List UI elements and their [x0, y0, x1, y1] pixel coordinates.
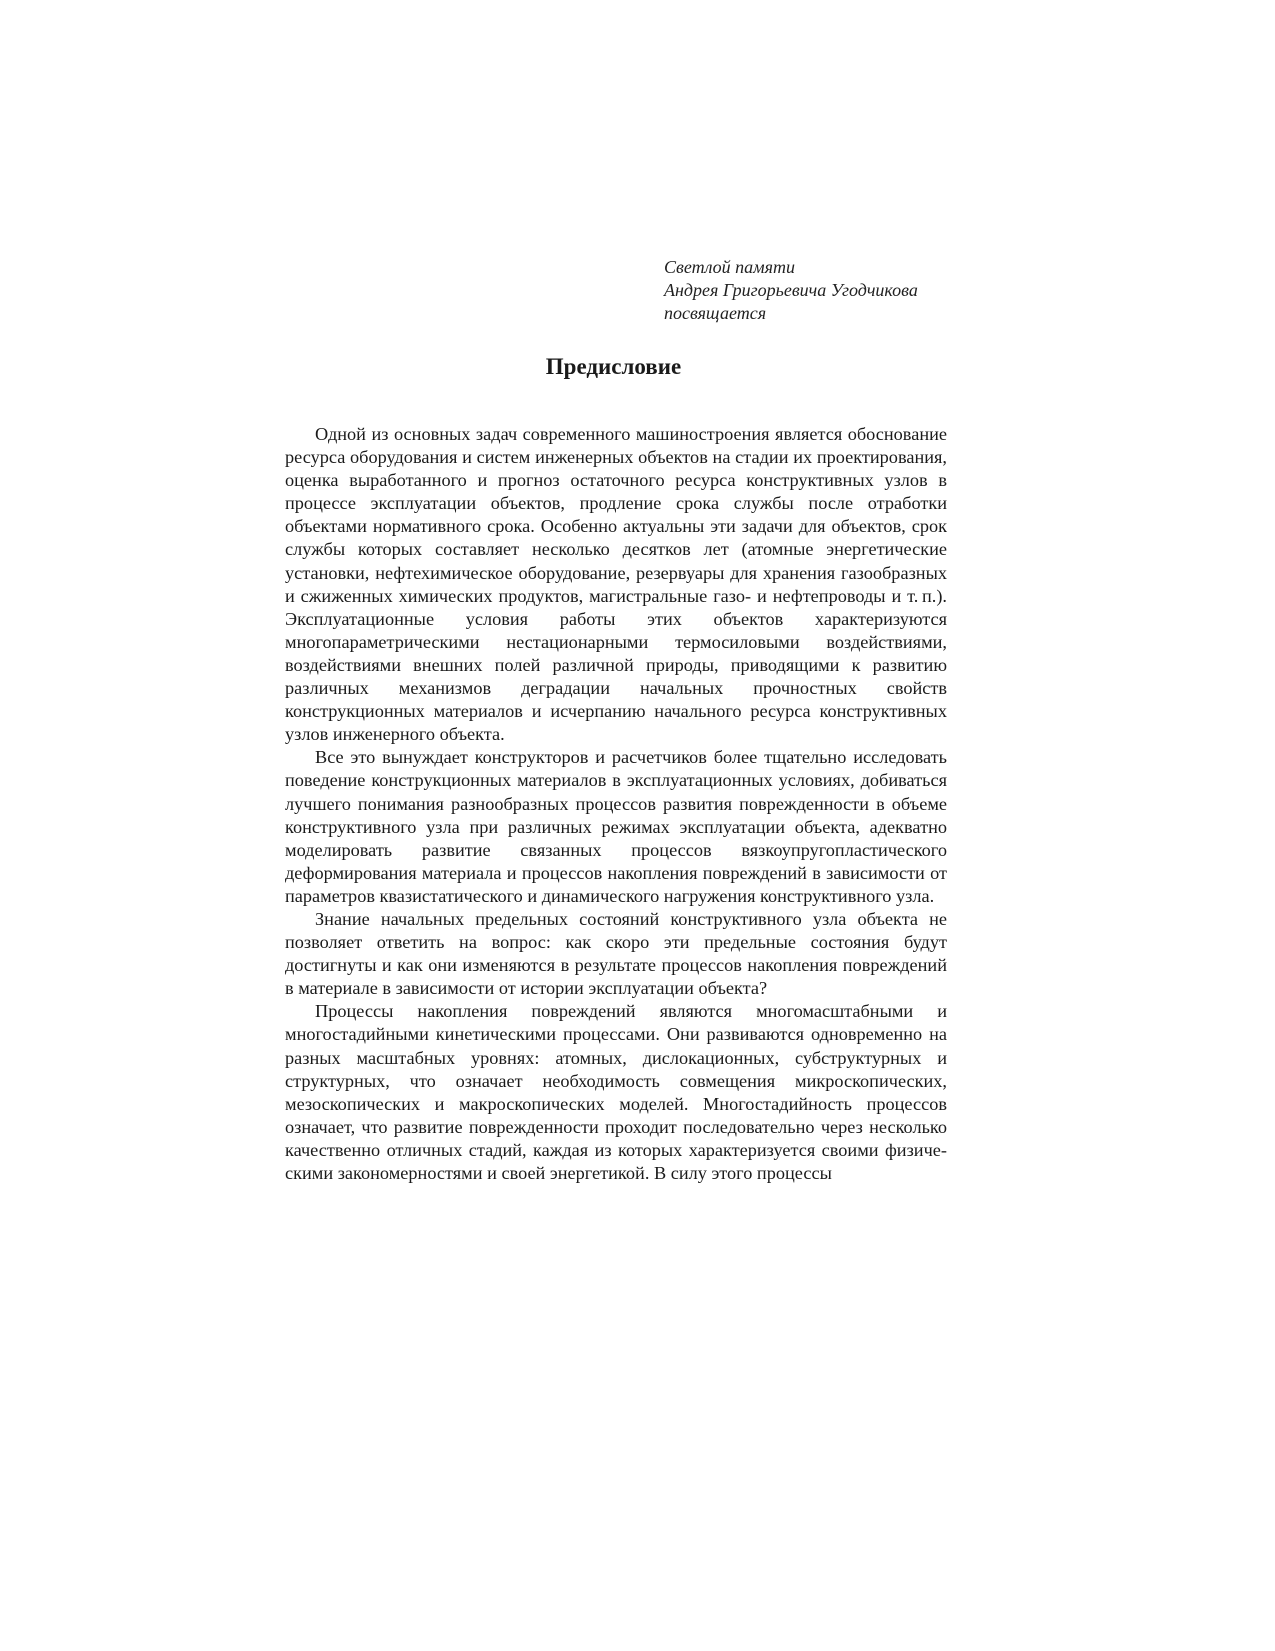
- dedication-line: посвящается: [664, 303, 767, 323]
- page-title-text: Предисловие: [545, 354, 682, 379]
- body-text: [285, 423, 947, 1185]
- paragraph: Процессы накопления повреждений являются многомасштабными и многостадийными кинетическими процессами. Они развиваются одновременно на разных масштабных уровнях: атомных, дислокационных, субструктурных и структурных, что означает необходимость совмещения микроскопических, мезоскопических и макроскопических моделей. Многостадийность процессов означает, что развитие поврежденности проходит последовательно через несколько качественно отличных стадий, каждая из которых характеризуется своими физическими закономерностями и своей энергетикой. В силу этого процессы: [285, 1001, 947, 1183]
- dedication: [664, 256, 984, 325]
- page-title: [0, 352, 1275, 382]
- paragraph: Знание начальных предельных состояний конструктивного узла объекта не позволяет ответить на вопрос: как скоро эти предельные состояния будут достигнуты и как они изменяются в результате процессов накопления повреждений в материале в зависимости от истории эксплуатации объекта?: [285, 908, 947, 999]
- dedication-line: Андрея Григорьевича Угодчикова: [664, 280, 918, 300]
- dedication-line: Светлой памяти: [664, 257, 795, 277]
- paragraph: Все это вынуждает конструкторов и расчетчиков более тщательно исследовать поведение конструкционных материалов в эксплуатационных условиях, добиваться лучшего понимания разнообразных процессов развития поврежденности в объеме конструктивного узла при различных режимах эксплуатации объекта, адекватно моделировать развитие связанных процессов вязкоупругопластического деформирования материала и процессов накопления повреждений в зависимости от параметров квазистатического и динамического нагружения конструктивного узла.: [285, 747, 947, 906]
- paragraph: Одной из основных задач современного машиностроения является обоснование ресурса оборудования и систем инженерных объектов на стадии их проектирования, оценка выработанного и прогноз остаточного ресурса конструктивных узлов в процессе эксплуатации объектов, продление срока службы после отработки объектами нормативного срока. Особенно актуальны эти задачи для объектов, срок службы которых составляет несколько десятков лет (атомные энергетические установки, нефтехимическое оборудование, резервуары для хранения газообразных и сжиженных химических продуктов, магистральные газо- и нефтепроводы и т. п.). Эксплуатационные условия работы этих объектов характеризуются многопараметрическими нестационарными термосиловыми воздействиями, воздействиями внешних полей различной природы, приводящими к развитию различных механизмов деградации начальных прочностных свойств конструкционных материалов и исчерпанию начального ресурса конструктивных узлов инженерного объекта.: [285, 424, 947, 745]
